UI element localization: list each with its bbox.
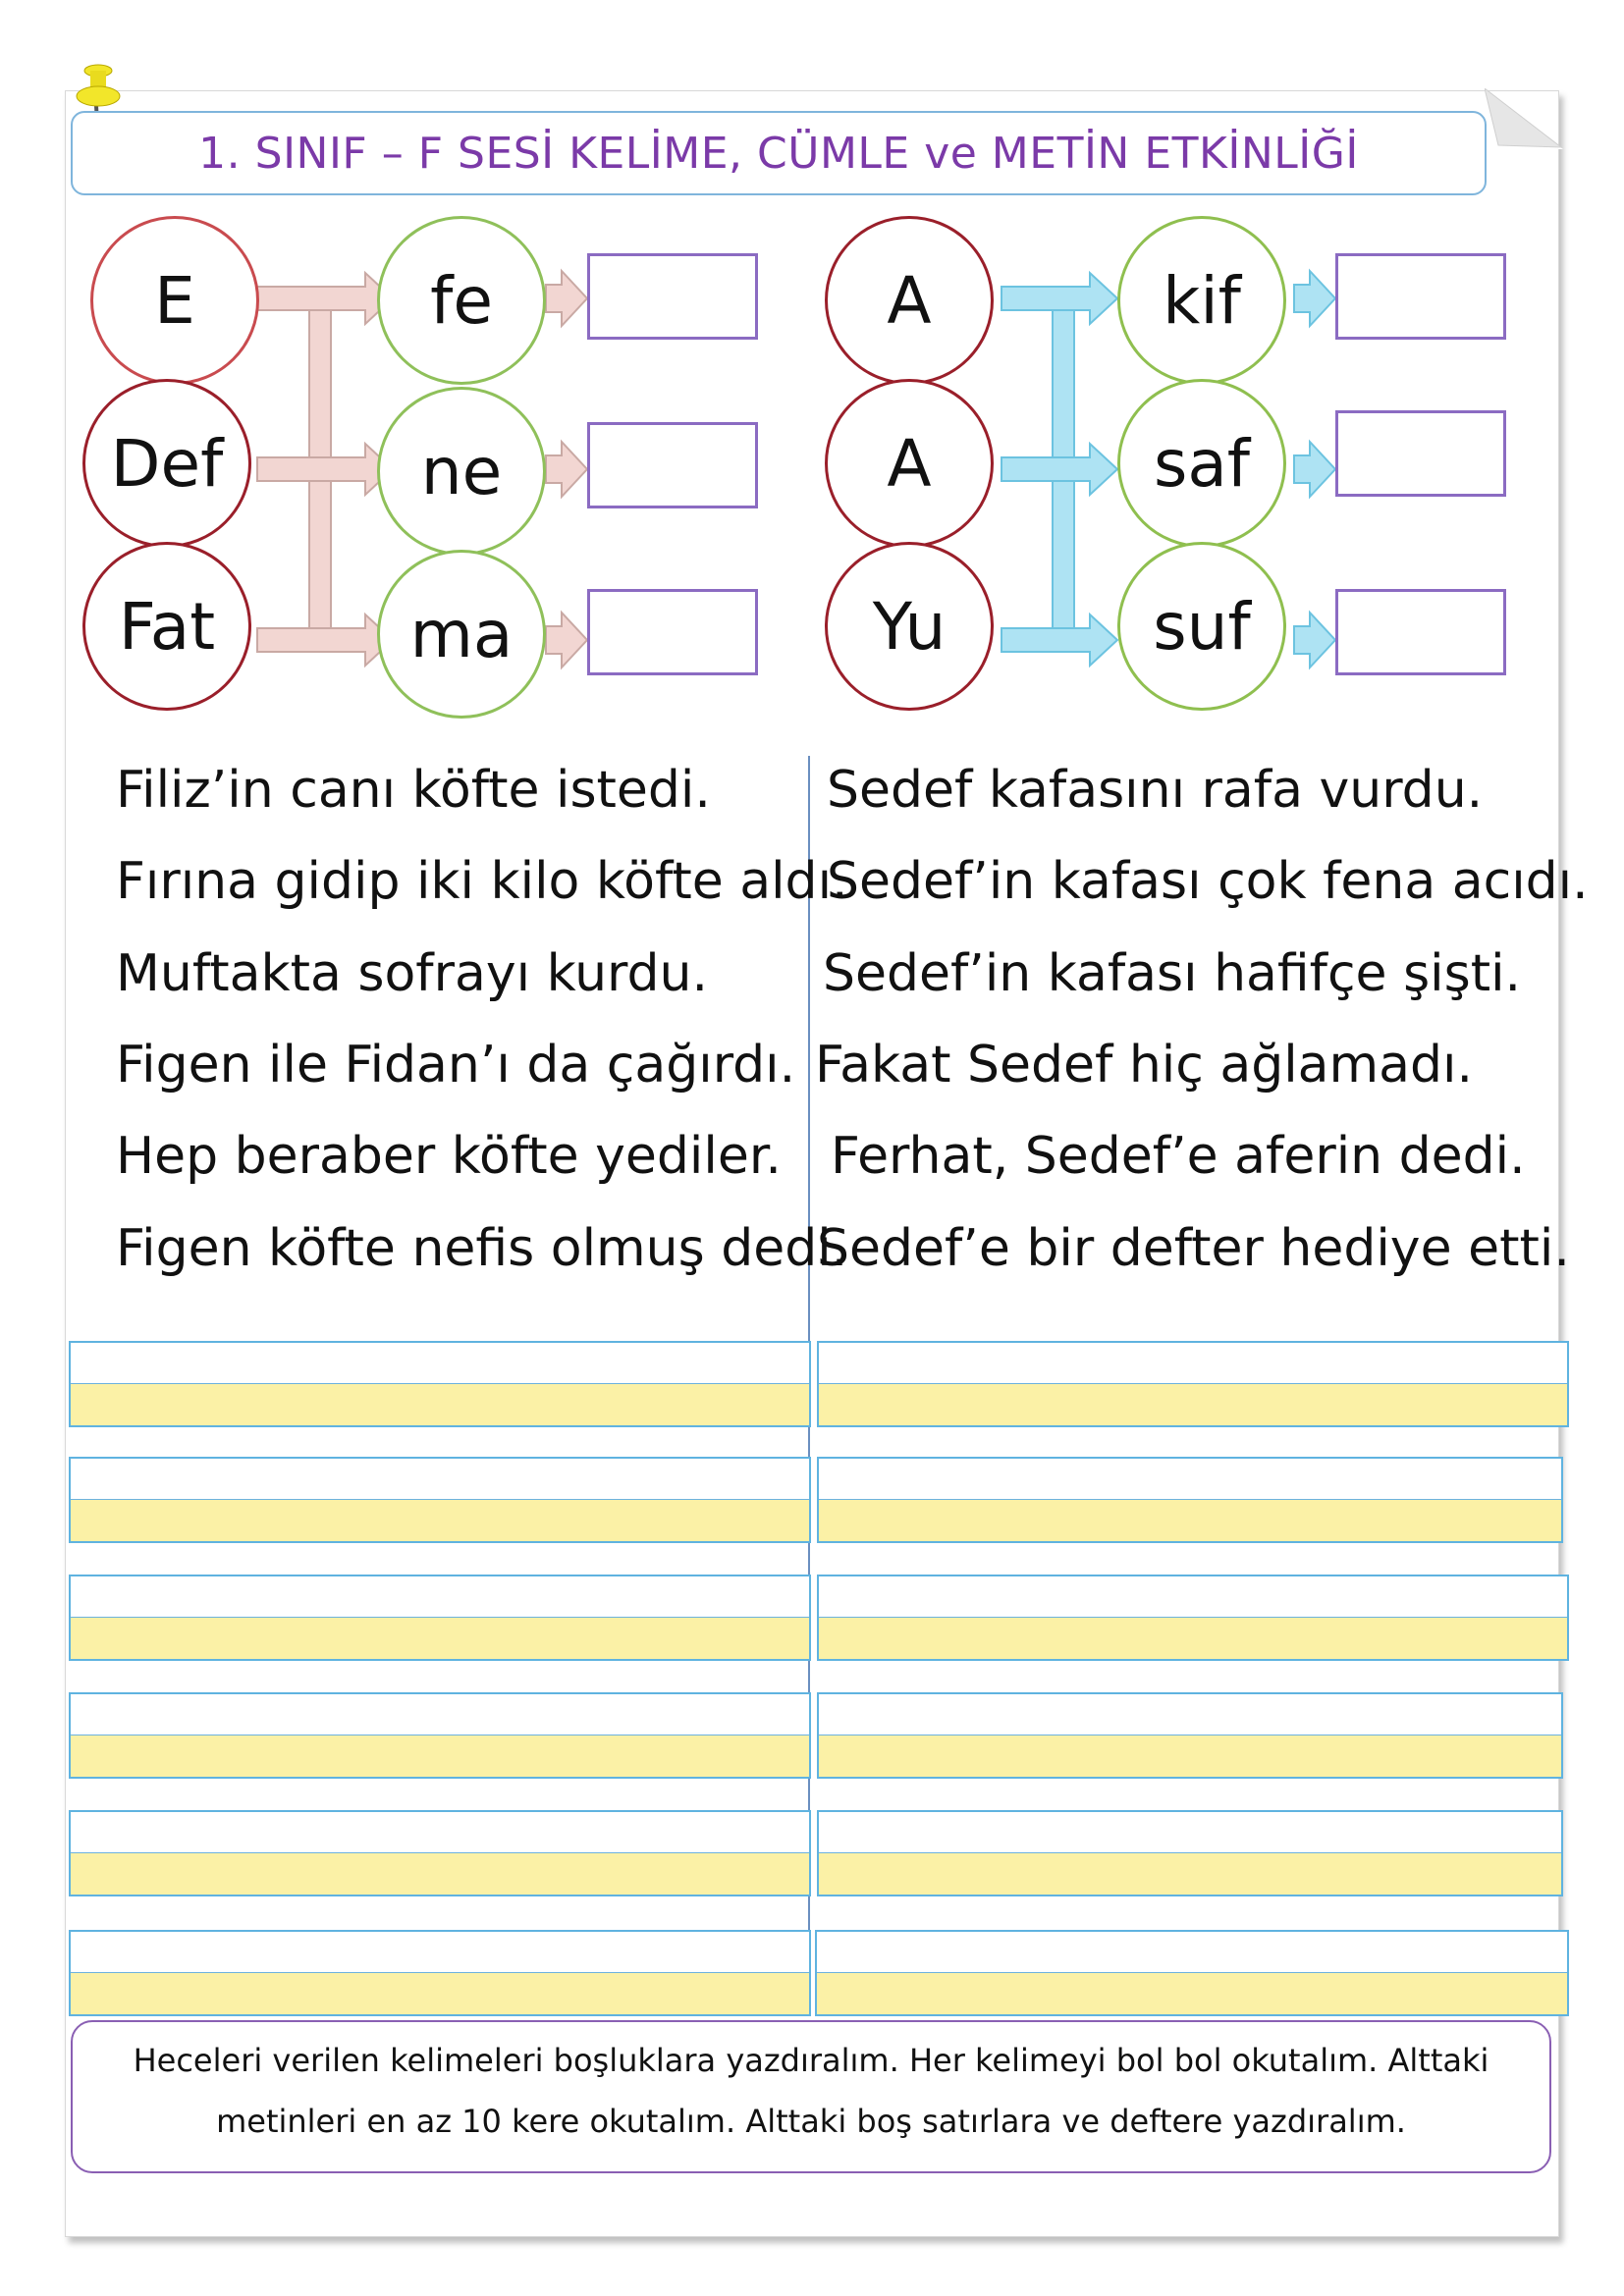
syllable-text: ma <box>409 596 514 672</box>
instructions-box <box>71 2020 1551 2173</box>
writing-line[interactable] <box>817 1575 1569 1661</box>
syllable-text: A <box>887 425 932 502</box>
answer-box[interactable] <box>1335 589 1506 675</box>
left-story-line: Fırına gidip iki kilo köfte aldı. <box>116 852 848 911</box>
syllable-text: ne <box>420 433 503 509</box>
left-story-line: Hep beraber köfte yediler. <box>116 1127 782 1186</box>
page-title: 1. SINIF – F SESİ KELİME, CÜMLE ve METİN ETKİNLİĞİ <box>198 128 1359 179</box>
right-story-line: Sedef’e bir defter hediye etti. <box>817 1219 1570 1278</box>
writing-line[interactable] <box>815 1930 1569 2016</box>
writing-line[interactable] <box>69 1575 811 1661</box>
syllable-text: suf <box>1153 588 1251 665</box>
writing-line[interactable] <box>817 1692 1563 1779</box>
syllable-text: Fat <box>118 588 216 665</box>
answer-box[interactable] <box>587 253 758 340</box>
syllable-circle-second <box>377 550 546 719</box>
syllable-circle-first <box>825 379 994 548</box>
syllable-circle-first <box>82 379 251 548</box>
right-story-line: Fakat Sedef hiç ağlamadı. <box>815 1036 1474 1095</box>
writing-line[interactable] <box>69 1930 811 2016</box>
answer-box[interactable] <box>587 589 758 675</box>
writing-line[interactable] <box>817 1341 1569 1427</box>
writing-line[interactable] <box>69 1810 811 1896</box>
syllable-text: Def <box>110 425 224 502</box>
right-story-line: Sedef kafasını rafa vurdu. <box>827 761 1484 820</box>
syllable-circle-second <box>1117 216 1286 385</box>
answer-box[interactable] <box>1335 410 1506 497</box>
syllable-text: fe <box>430 262 493 339</box>
left-story-line: Figen köfte nefis olmuş dedi. <box>116 1219 848 1278</box>
right-story-line: Sedef’in kafası hafifçe şişti. <box>823 944 1522 1003</box>
syllable-circle-second <box>377 216 546 385</box>
syllable-circle-first <box>90 216 259 385</box>
syllable-circle-first <box>825 216 994 385</box>
left-story-line: Muftakta sofrayı kurdu. <box>116 944 709 1003</box>
right-story-line: Ferhat, Sedef’e aferin dedi. <box>831 1127 1526 1186</box>
writing-line[interactable] <box>69 1341 811 1427</box>
syllable-circle-second <box>1117 542 1286 711</box>
writing-line[interactable] <box>817 1810 1563 1896</box>
left-story-line: Filiz’in canı köfte istedi. <box>116 761 711 820</box>
syllable-circle-first <box>82 542 251 711</box>
answer-box[interactable] <box>587 422 758 508</box>
right-story-line: Sedef’in kafası çok fena acıdı. <box>827 852 1589 911</box>
instructions-line: metinleri en az 10 kere okutalım. Alttaki boş satırlara ve deftere yazdıralım. <box>216 2103 1406 2140</box>
syllable-text: E <box>154 262 195 339</box>
syllable-circle-first <box>825 542 994 711</box>
writing-line[interactable] <box>69 1692 811 1779</box>
syllable-text: saf <box>1153 425 1251 502</box>
writing-line[interactable] <box>817 1457 1563 1543</box>
left-story-line: Figen ile Fidan’ı da çağırdı. <box>116 1036 796 1095</box>
syllable-circle-second <box>1117 379 1286 548</box>
writing-line[interactable] <box>69 1457 811 1543</box>
instructions-line: Heceleri verilen kelimeleri boşluklara yazdıralım. Her kelimeyi bol bol okutalım. Alttaki <box>133 2042 1489 2079</box>
syllable-circle-second <box>377 387 546 556</box>
syllable-text: Yu <box>872 588 947 665</box>
syllable-text: kif <box>1163 262 1241 339</box>
syllable-text: A <box>887 262 932 339</box>
answer-box[interactable] <box>1335 253 1506 340</box>
